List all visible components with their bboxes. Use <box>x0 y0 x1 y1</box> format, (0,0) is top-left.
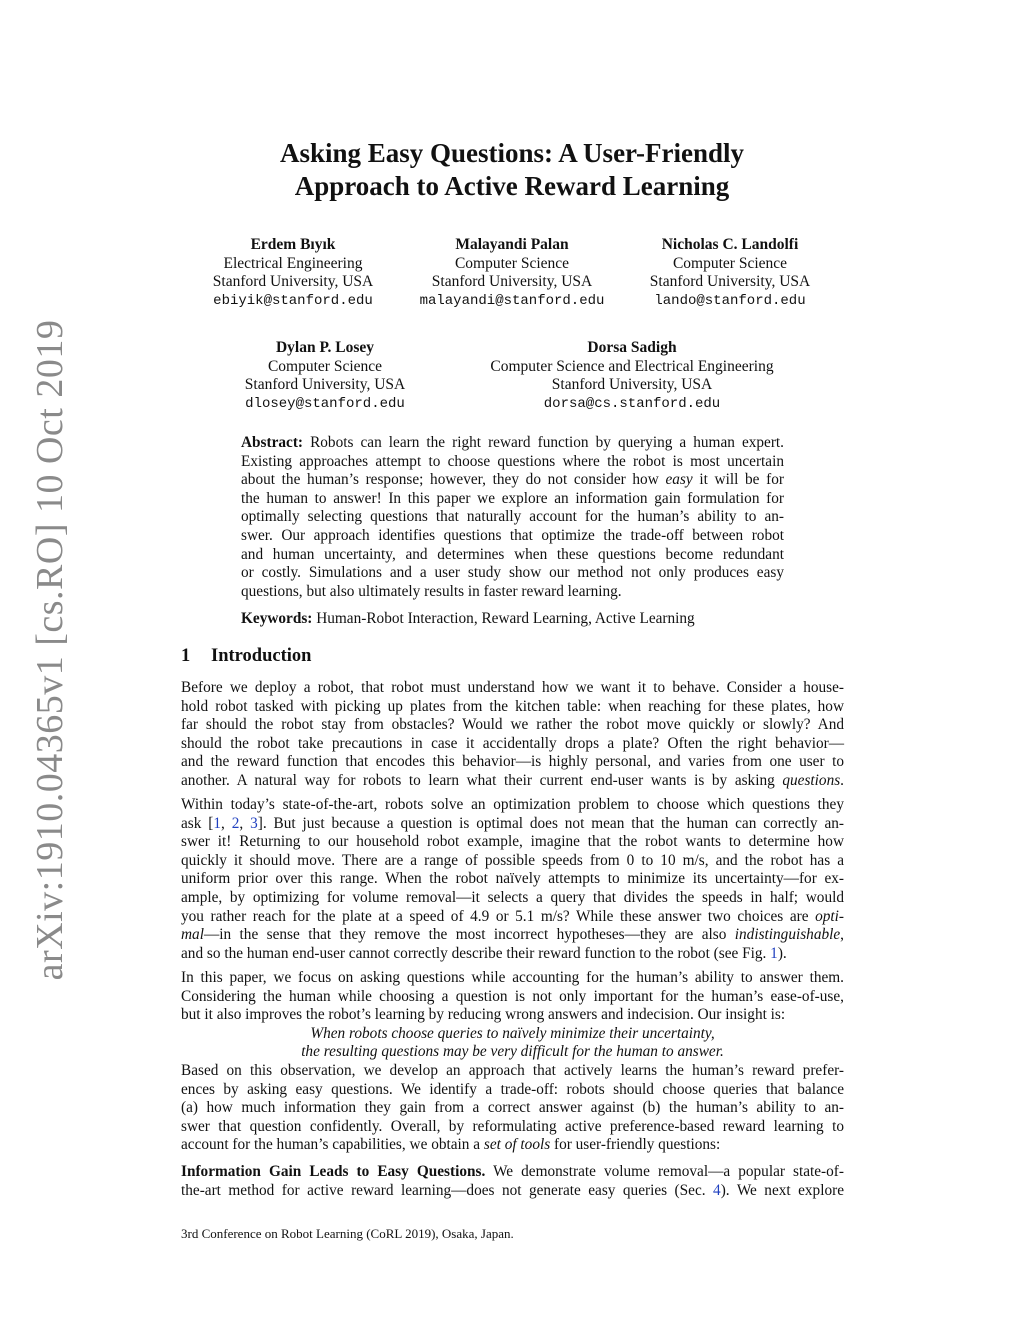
keywords-text: Human-Robot Interaction, Reward Learning, Active Learning <box>312 610 695 627</box>
section-link[interactable]: 4 <box>713 1181 721 1199</box>
title-line-1: Asking Easy Questions: A User-Friendly <box>279 138 745 168</box>
author-block <box>402 236 622 310</box>
author-affiliation: Stanford University, USA <box>431 273 593 290</box>
abstract-line: and human uncertainty, and determines when these questions become redundant <box>241 545 784 563</box>
abstract-line: the human to answer! In this paper we explore an information gain formulation for <box>241 489 784 507</box>
author-block <box>472 339 792 413</box>
author-affiliation: Stanford University, USA <box>551 376 713 393</box>
insight-quote: the resulting questions may be very difficult for the human to answer. <box>301 1043 724 1061</box>
abstract-line: Abstract: Robots can learn the right reward function by querying a human expert. <box>241 434 784 451</box>
abstract-line: swer. Our approach identifies questions that optimize the trade-off between robot <box>241 526 784 544</box>
citation-link[interactable]: 2 <box>231 814 240 832</box>
author-email[interactable]: dorsa@cs.stanford.edu <box>543 395 721 412</box>
author-dept: Computer Science and Electrical Engineering <box>490 357 774 375</box>
author-dept: Electrical Engineering <box>223 254 363 272</box>
author-name: Dorsa Sadigh <box>587 339 677 356</box>
author-name: Malayandi Palan <box>455 236 569 253</box>
author-name: Nicholas C. Landolfi <box>661 236 799 253</box>
paragraph-3: In this paper, we focus on asking questions while accounting for the human’s ability to answer them. Considering the human while choosing a question is not only important for the human’s ease-of-use, but it also improves the robot’s learning by reducing wrong answers and indecision. Our insight is: When robots choose queries to naïvely minimize their uncertainty, the resulting questions may be very difficult for the human to answer. Based on this observation, we develop an approach that actively learns the human’s reward prefer- ences by asking easy questions. We identify a trade-off: robots should choose queries that balance (a) how much information they gain from a correct answer against (b) the human’s ability to an- swer that question confidently. Overall, by reformulating active preference-based reward learning to account for the human’s capabilities, we obtain a set of tools for user-friendly questions: <box>181 969 844 1154</box>
author-block <box>630 236 830 310</box>
author-affiliation: Stanford University, USA <box>212 273 374 290</box>
paragraph-1: Before we deploy a robot, that robot must understand how we want it to behave. Consider a house- hold robot tasked with picking up plates from the kitchen table: when reaching for these plates, how far should the robot stay from obstacles? Would we rather the robot move quickly or slowly? And should the robot take precautions in case it accidentally drops a plate? Often the right behavior— and the reward function that encodes this behavior—is highly personal, and varies from one user to another. A natural way for robots to learn what their current end-user wants is by asking questions. <box>181 679 844 789</box>
abstract-line: optimally selecting questions that naturally account for the human’s ability to an- <box>241 508 784 526</box>
arxiv-identifier: arXiv:1910.04365v1 [cs.RO] 10 Oct 2019 <box>29 319 71 981</box>
paragraph-2: Within today’s state-of-the-art, robots solve an optimization problem to choose which questions they ask [1, 2, 3]. But just because a question is optimal does not mean that the human can correctly an- swer it! Returning to our household robot example, imagine that the robot wants to determine how quickly it should move. There are a range of possible speeds from 0 to 10 m/s, and the robot has a uniform prior over this range. When the robot naïvely attempts to minimize its uncertainty—for ex- ample, by optimizing for volume removal—it selects a query that divides the speeds in half; would you rather reach for the plate at a speed of 4.9 or 5.1 m/s? While these answer two choices are opti- mal—in the sense that they remove the most incorrect hypotheses—they are also indistinguishable, and so the human end-user cannot correctly describe their reward function to the robot (see Fig. 1). <box>181 796 844 962</box>
paragraph-4: Information Gain Leads to Easy Questions. We demonstrate volume removal—a popular state-of- the-art method for active reward learning—does not generate easy queries (Sec. 4). We next explore <box>181 1163 844 1199</box>
section-title: Introduction <box>211 646 312 666</box>
keywords-label: Keywords: <box>241 610 313 627</box>
paragraph-label: Information Gain Leads to Easy Questions. <box>181 1163 486 1180</box>
citation-link[interactable]: 1 <box>213 814 222 832</box>
abstract-line: Existing approaches attempt to choose questions where the robot is most uncertain <box>241 452 784 470</box>
author-affiliation: Stanford University, USA <box>649 273 811 290</box>
author-email[interactable]: dlosey@stanford.edu <box>245 395 405 412</box>
author-dept: Computer Science <box>454 254 570 272</box>
abstract <box>241 434 784 601</box>
author-block <box>225 339 425 413</box>
insight-quote: When robots choose queries to naïvely minimize their uncertainty, <box>310 1024 715 1042</box>
section-heading <box>181 646 311 667</box>
citation-link[interactable]: 3 <box>250 814 258 832</box>
figure-link[interactable]: 1 <box>770 944 778 962</box>
author-email[interactable]: lando@stanford.edu <box>654 292 806 309</box>
author-dept: Computer Science <box>672 254 788 272</box>
author-block <box>193 236 393 310</box>
abstract-label: Abstract: <box>241 434 304 451</box>
title-line-2: Approach to Active Reward Learning <box>294 171 730 201</box>
abstract-line: about the human’s response; however, they do not consider how easy it will be for <box>241 471 784 489</box>
footnote: 3rd Conference on Robot Learning (CoRL 2019), Osaka, Japan. <box>181 1226 514 1241</box>
author-email[interactable]: ebiyik@stanford.edu <box>213 292 373 309</box>
paper-title <box>0 137 1024 203</box>
keywords <box>241 610 784 629</box>
section-number: 1 <box>181 646 191 666</box>
author-affiliation: Stanford University, USA <box>244 376 406 393</box>
author-name: Dylan P. Losey <box>275 339 375 356</box>
author-dept: Computer Science <box>267 357 383 375</box>
author-email[interactable]: malayandi@stanford.edu <box>419 292 605 309</box>
abstract-line: questions, but also ultimately results in faster reward learning. <box>241 582 622 600</box>
abstract-line: or costly. Simulations and a user study show our method not only produces easy <box>241 564 784 582</box>
author-name: Erdem Bıyık <box>250 236 336 253</box>
